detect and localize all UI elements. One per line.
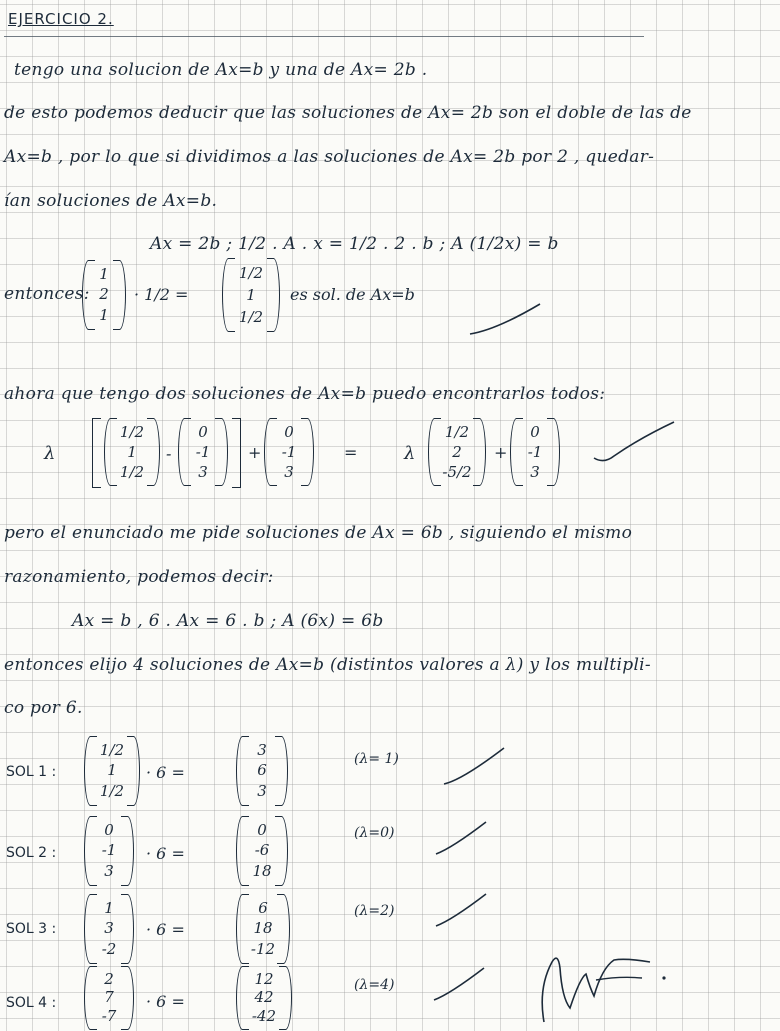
paren-right [113, 260, 126, 330]
paren-left [428, 418, 441, 486]
exercise-title: EJERCICIO 2. [8, 10, 114, 28]
vector-gen-a [104, 418, 160, 486]
paren-right [473, 418, 486, 486]
vector-cell: 1 [99, 306, 109, 325]
solution-4-operator: · 6 = [146, 992, 185, 1011]
vector-cell: 1 [99, 264, 109, 283]
vector-cell: -6 [254, 841, 270, 860]
check-mark-icon [432, 818, 492, 858]
vector-cell: 1 [107, 761, 117, 780]
vector-cell: 1/2 [238, 263, 264, 282]
paren-left [84, 816, 97, 886]
vector-cell: 12 [254, 969, 274, 988]
vector-cell: 0 [104, 820, 114, 839]
vector-cell: 3 [284, 462, 294, 481]
vector-gen-c [264, 418, 314, 486]
vector-cell: 1/2 [444, 422, 470, 441]
paren-right [127, 736, 140, 806]
minus-sign: - [166, 444, 172, 463]
paren-right [121, 966, 134, 1030]
solution-3-vector [84, 894, 134, 964]
vector-cell: 3 [104, 862, 114, 881]
vector-cell: 3 [257, 782, 267, 801]
vector-cell: 2 [452, 442, 462, 461]
vector-cell: -1 [101, 841, 117, 860]
vector-cell: 1 [104, 898, 114, 917]
paren-left [222, 258, 235, 332]
title-rule [4, 36, 644, 37]
solution-2-vector [84, 816, 134, 886]
paren-left [84, 736, 97, 806]
text-line-10: razonamiento, podemos decir: [4, 567, 274, 587]
equation-line-1: Ax = 2b ; 1/2 . A . x = 1/2 . 2 . b ; A (1/2x) = b [150, 234, 559, 254]
solution-4-vector [84, 966, 134, 1030]
vector-v2 [222, 258, 280, 332]
vector-v1 [82, 260, 126, 330]
lambda-symbol-2: λ [404, 443, 416, 464]
text-line-13: co por 6. [4, 698, 83, 718]
vector-cell: -12 [250, 940, 276, 959]
vector-cell: 1/2 [119, 422, 145, 441]
multiply-half: · 1/2 = [134, 285, 189, 304]
solution-1-vector [84, 736, 140, 806]
vector-cell: 6 [258, 898, 268, 917]
vector-cell: -42 [251, 1007, 277, 1026]
solution-label-1: SOL 1 : [6, 764, 57, 780]
paren-left [264, 418, 277, 486]
equals-sign: = [344, 443, 358, 462]
paren-left [84, 966, 97, 1030]
text-line-3: Ax=b , por lo que si dividimos a las soluciones de Ax= 2b por 2 , quedar- [4, 147, 655, 167]
paren-right [301, 418, 314, 486]
bracket-left [92, 418, 101, 488]
vector-cell: 2 [104, 969, 114, 988]
solution-2-lambda: (λ=0) [354, 825, 395, 841]
check-mark-icon [440, 744, 510, 788]
solution-1-result [236, 736, 288, 806]
vector-cell: -1 [527, 442, 543, 461]
paren-right [277, 894, 290, 964]
vector-cell: 1 [127, 442, 137, 461]
vector-cell: 0 [530, 422, 540, 441]
solution-3-operator: · 6 = [146, 920, 185, 939]
vector-gen-e [510, 418, 560, 486]
text-line-12: entonces elijo 4 soluciones de Ax=b (distintos valores a λ) y los multipli- [4, 655, 651, 675]
paren-left [236, 736, 249, 806]
solution-2-operator: · 6 = [146, 844, 185, 863]
vector-cell: 18 [253, 919, 273, 938]
vector-cell: 0 [257, 820, 267, 839]
solution-4-result [236, 966, 292, 1030]
vector-cell: 1/2 [99, 782, 125, 801]
solution-label-4: SOL 4 : [6, 995, 57, 1011]
check-mark-icon [590, 418, 680, 468]
paren-left [178, 418, 191, 486]
paren-left [82, 260, 95, 330]
check-mark-icon [466, 300, 546, 340]
bracket-right [232, 418, 241, 488]
paren-left [510, 418, 523, 486]
vector-cell: 18 [252, 862, 272, 881]
vector-gen-b [178, 418, 228, 486]
check-mark-icon [432, 890, 492, 930]
vector-cell: -7 [101, 1007, 117, 1026]
paren-right [215, 418, 228, 486]
paren-right [275, 736, 288, 806]
vector-cell: 1/2 [119, 462, 145, 481]
vector-cell: 1/2 [238, 307, 264, 326]
vector-cell: 0 [198, 422, 208, 441]
vector-cell: -2 [101, 940, 117, 959]
paren-left [84, 894, 97, 964]
paren-right [147, 418, 160, 486]
solution-label-2: SOL 2 : [6, 845, 57, 861]
vector-cell: 3 [198, 462, 208, 481]
vector-cell: -5/2 [442, 462, 472, 481]
paren-right [279, 966, 292, 1030]
plus-sign: + [248, 443, 262, 462]
paren-left [236, 966, 249, 1030]
check-mark-icon [430, 964, 490, 1004]
solution-3-lambda: (λ=2) [354, 903, 395, 919]
text-line-7: ahora que tengo dos soluciones de Ax=b puedo encontrarlos todos: [4, 384, 606, 404]
paren-right [547, 418, 560, 486]
paren-right [121, 894, 134, 964]
vector-cell: 0 [284, 422, 294, 441]
equation-line-2: Ax = b , 6 . Ax = 6 . b ; A (6x) = 6b [72, 611, 384, 631]
vector-cell: -1 [195, 442, 211, 461]
vector-gen-d [428, 418, 486, 486]
paren-left [236, 816, 249, 886]
paren-left [104, 418, 117, 486]
paren-right [267, 258, 280, 332]
vector-cell: 1/2 [99, 740, 125, 759]
lambda-symbol: λ [44, 443, 56, 464]
is-solution-text: es sol. de Ax=b [290, 285, 415, 304]
vector-cell: 1 [246, 285, 256, 304]
text-line-2: de esto podemos deducir que las soluciones de Ax= 2b son el doble de las de [4, 103, 692, 123]
solution-1-operator: · 6 = [146, 763, 185, 782]
plus-sign-2: + [494, 443, 508, 462]
text-line-4: ían soluciones de Ax=b. [4, 191, 218, 211]
vector-cell: 3 [104, 919, 114, 938]
vector-cell: 3 [530, 462, 540, 481]
solution-1-lambda: (λ= 1) [354, 751, 399, 767]
paren-right [275, 816, 288, 886]
vector-cell: 42 [254, 988, 274, 1007]
entonces-label: entonces: [4, 284, 90, 304]
solution-2-result [236, 816, 288, 886]
vector-cell: 3 [257, 740, 267, 759]
vector-cell: 6 [257, 761, 267, 780]
vector-cell: -1 [281, 442, 297, 461]
solution-4-lambda: (λ=4) [354, 977, 395, 993]
text-line-1: tengo una solucion de Ax=b y una de Ax= 2b . [14, 60, 428, 80]
solution-label-3: SOL 3 : [6, 921, 57, 937]
paren-left [236, 894, 249, 964]
paren-right [121, 816, 134, 886]
vector-cell: 7 [104, 988, 114, 1007]
vector-cell: 2 [99, 285, 109, 304]
signature-icon [530, 948, 680, 1028]
solution-3-result [236, 894, 290, 964]
text-line-9: pero el enunciado me pide soluciones de Ax = 6b , siguiendo el mismo [4, 523, 633, 543]
